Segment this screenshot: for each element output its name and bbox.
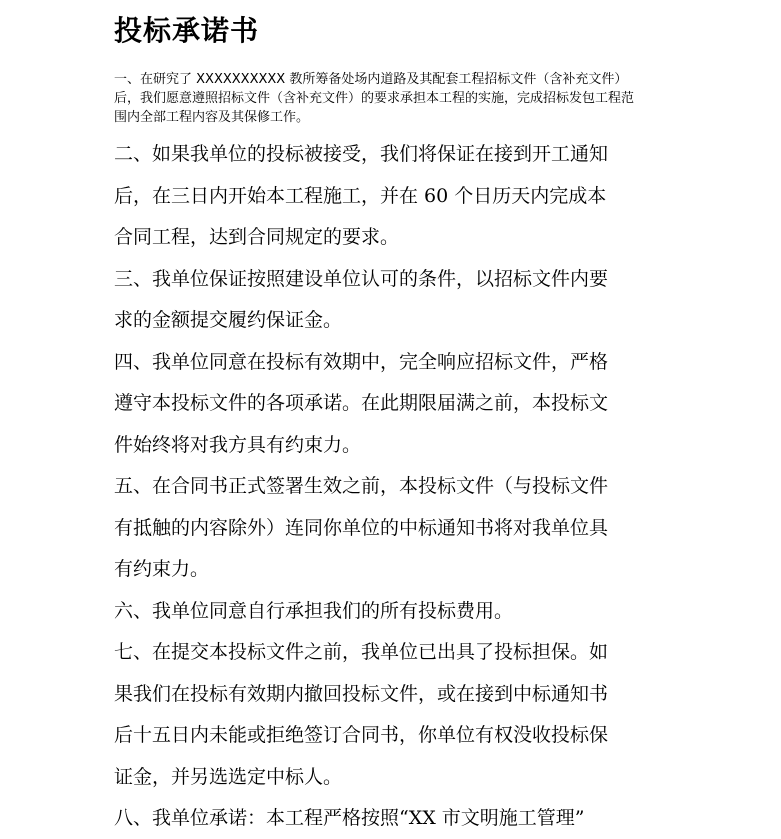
- clause-2-line: 合同工程，达到合同规定的要求。: [114, 226, 400, 248]
- clause-3-line: 求的金额提交履约保证金。: [114, 309, 343, 331]
- clause-1-line: 一、在研究了 XXXXXXXXXX 教所筹备处场内道路及其配套工程招标文件（含补充文件）: [114, 72, 628, 87]
- clause-1: [114, 70, 674, 127]
- clause-2-line: 二、如果我单位的投标被接受，我们将保证在接到开工通知: [114, 143, 609, 165]
- document-body: [114, 134, 684, 839]
- clause-7-line: 后十五日内未能或拒绝签订合同书，你单位有权没收投标保: [114, 724, 609, 746]
- clause-1-line: 围内全部工程内容及其保修工作。: [114, 110, 310, 125]
- clause-7-line: 证金，并另选选定中标人。: [114, 765, 343, 788]
- document-title: 投标承诺书: [114, 14, 260, 47]
- clause-4-line: 四、我单位同意在投标有效期中，完全响应招标文件，严格: [114, 350, 609, 373]
- clause-2-line: 后，在三日内开始本工程施工，并在 60 个日历天内完成本: [114, 184, 607, 207]
- clause-7-line: 七、在提交本投标文件之前，我单位已出具了投标担保。如: [114, 641, 609, 663]
- clause-7-line: 果我们在投标有效期内撤回投标文件，或在接到中标通知书: [114, 682, 609, 705]
- clause-5-line: 五、在合同书正式签署生效之前，本投标文件（与投标文件: [114, 475, 609, 497]
- clause-4-line: 遵守本投标文件的各项承诺。在此期限届满之前，本投标文: [114, 392, 609, 414]
- clause-5-line: 有约束力。: [114, 558, 210, 580]
- clause-6-line: 六、我单位同意自行承担我们的所有投标费用。: [114, 599, 514, 622]
- clause-5-line: 有抵触的内容除外）连同你单位的中标通知书将对我单位具: [114, 516, 609, 539]
- clause-1-line: 后，我们愿意遵照招标文件（含补充文件）的要求承担本工程的实施，完成招标发包工程范: [114, 91, 635, 106]
- clause-3-line: 三、我单位保证按照建设单位认可的条件，以招标文件内要: [114, 267, 609, 290]
- clause-8-line: 八、我单位承诺：本工程严格按照“XX 市文明施工管理”: [114, 807, 585, 829]
- clause-4-line: 件始终将对我方具有约束力。: [114, 433, 362, 456]
